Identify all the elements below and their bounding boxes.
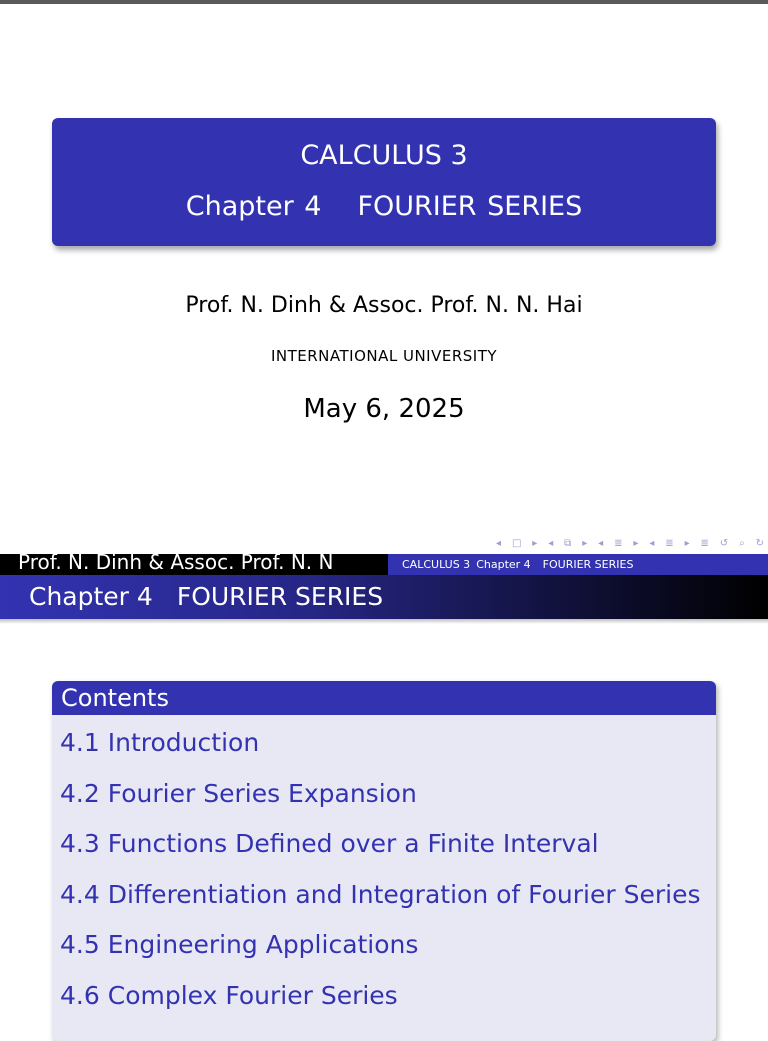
nav-next-subsection-icon[interactable]: ▸ <box>633 537 639 549</box>
frame-title-shadow <box>0 619 768 624</box>
frame-title <box>0 575 768 619</box>
toc-label: Functions Defined over a Finite Interval <box>107 829 599 858</box>
author-line: Prof. N. Dinh & Assoc. Prof. N. N. Hai <box>185 293 583 318</box>
toc-label: Fourier Series Expansion <box>107 778 417 808</box>
toc-number: 4.2 <box>60 778 100 808</box>
date-line: May 6, 2025 <box>303 394 465 424</box>
toc-number: 4.6 <box>60 980 100 1010</box>
contents-block-title: Contents <box>52 681 716 715</box>
nav-back-icon[interactable]: ↺ <box>719 537 729 549</box>
nav-prev-section-icon[interactable]: ◂ <box>649 537 655 549</box>
toc-item-engineering-applications[interactable] <box>52 929 716 980</box>
toc-item-differentiation-integration[interactable] <box>52 879 716 930</box>
institute-line: INTERNATIONAL UNIVERSITY <box>270 347 498 365</box>
presentation-subtitle <box>52 191 716 222</box>
contents-list <box>52 715 716 1030</box>
nav-prev-slide-icon[interactable]: ◂ <box>496 537 502 549</box>
title-block <box>52 118 716 246</box>
toc-item-finite-interval[interactable] <box>52 828 716 879</box>
nav-frame-icon[interactable]: ⧉ <box>564 537 572 549</box>
footline-topic: FOURIER SERIES <box>542 558 634 571</box>
toc-label: Differentiation and Integration of Fourier Series <box>107 879 701 909</box>
nav-prev-frame-icon[interactable]: ◂ <box>548 537 554 549</box>
page-top-border <box>0 0 768 4</box>
footline-title <box>388 554 768 575</box>
toc-number: 4.1 <box>60 728 100 757</box>
toc-label: Engineering Applications <box>107 930 419 959</box>
frame-title-topic: FOURIER SERIES <box>176 582 384 611</box>
nav-slide-icon[interactable]: □ <box>511 537 522 549</box>
toc-item-complex-fourier-series[interactable] <box>52 980 716 1031</box>
footline-chapter: Chapter 4 <box>476 558 531 571</box>
nav-forward-icon[interactable]: ↻ <box>755 537 764 549</box>
contents-block <box>52 681 716 1041</box>
nav-section-icon[interactable]: ≣ <box>665 537 674 549</box>
toc-number: 4.5 <box>60 930 100 959</box>
frame-title-chapter: Chapter 4 <box>29 582 153 611</box>
footline-course: CALCULUS 3 <box>402 558 471 571</box>
nav-prev-subsection-icon[interactable]: ◂ <box>598 537 604 549</box>
footline-author: Prof. N. Dinh & Assoc. Prof. N. N <box>0 554 388 575</box>
navigation-symbols <box>496 536 764 550</box>
toc-label: Introduction <box>107 728 260 757</box>
toc-item-fourier-series-expansion[interactable] <box>52 778 716 829</box>
toc-item-introduction[interactable] <box>52 727 716 778</box>
subtitle-topic: FOURIER SERIES <box>357 191 583 222</box>
nav-search-icon[interactable]: ⌕ <box>739 537 745 549</box>
nav-subsection-icon[interactable]: ≣ <box>614 537 623 549</box>
toc-label: Complex Fourier Series <box>107 980 398 1010</box>
subtitle-chapter: Chapter 4 <box>185 191 322 222</box>
nav-next-slide-icon[interactable]: ▸ <box>532 537 538 549</box>
nav-next-frame-icon[interactable]: ▸ <box>582 537 588 549</box>
presentation-title: CALCULUS 3 <box>300 140 468 171</box>
footline <box>0 554 768 575</box>
toc-number: 4.3 <box>60 829 100 858</box>
nav-next-section-icon[interactable]: ▸ <box>684 537 690 549</box>
nav-document-icon[interactable]: ≣ <box>700 537 709 549</box>
toc-number: 4.4 <box>60 879 100 909</box>
